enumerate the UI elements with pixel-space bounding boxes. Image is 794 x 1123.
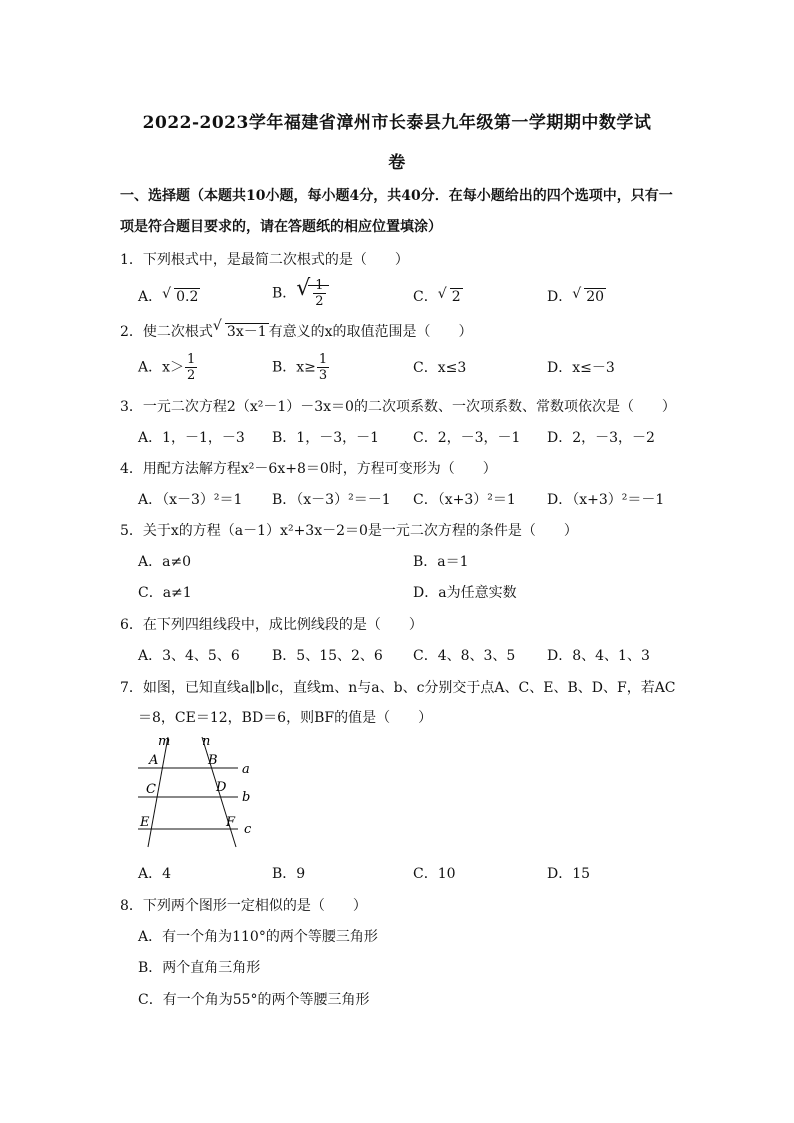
question-3-option-b: B．1，－3，－1 <box>272 430 380 446</box>
section-heading: 一、选择题（本题共10小题，每小题4分，共40分．在每小题给出的四个选项中，只有一项是符合题目要求的，请在答题纸的相应位置填涂） <box>120 188 673 235</box>
label-line-c: c <box>244 822 252 837</box>
label-point-c: C <box>146 782 156 797</box>
question-1-option-c <box>413 286 463 306</box>
option-label: C． <box>413 289 438 305</box>
fraction-numerator: 1 <box>315 278 324 293</box>
fraction-denominator: 3 <box>318 368 328 383</box>
question-4-option-d: D．（x+3）²＝－1 <box>547 492 665 508</box>
fraction-denominator: 2 <box>315 294 324 309</box>
option-label: B．x≥ <box>272 359 316 376</box>
label-point-e: E <box>140 815 150 830</box>
exam-title-line2: 卷 <box>388 153 406 173</box>
question-3-option-a: A．1，－1，－3 <box>138 430 245 446</box>
question-2-option-c: C．x≤3 <box>413 360 467 376</box>
label-point-a: A <box>149 753 159 768</box>
question-6-option-a: A．3、4、5、6 <box>138 648 240 664</box>
question-5-option-b: B．a＝1 <box>413 554 469 570</box>
question-7-option-b: B．9 <box>272 866 306 882</box>
question-5-option-a: A．a≠0 <box>138 554 192 570</box>
question-4-option-c: C．（x+3）²＝1 <box>413 492 516 508</box>
question-7-option-a: A．4 <box>138 866 172 882</box>
radicand: 2 <box>451 289 461 305</box>
question-5-option-c: C．a≠1 <box>138 585 192 601</box>
question-7-option-d: D．15 <box>547 866 591 882</box>
question-3-option-d: D．2，－3，－2 <box>547 430 655 446</box>
question-8-option-c: C．有一个角为55°的两个等腰三角形 <box>138 992 370 1008</box>
question-8-option-b: B．两个直角三角形 <box>138 960 261 976</box>
question-7-stem-line2: ＝8，CE＝12，BD＝6，则BF的值是（ ） <box>138 710 433 726</box>
sqrt-expression: √ 2 <box>437 286 461 305</box>
question-6-stem: 6．在下列四组线段中，成比例线段的是（ ） <box>120 617 423 633</box>
label-line-a: a <box>242 762 250 777</box>
question-3-stem: 3．一元二次方程2（x²－1）－3x＝0的二次项系数、一次项系数、常数项依次是（ ） <box>120 399 676 415</box>
question-2-stem <box>120 318 473 341</box>
fraction-numerator: 1 <box>187 352 196 367</box>
label-point-f: F <box>226 815 236 830</box>
question-1-option-b <box>272 278 329 309</box>
parallel-lines-figure <box>134 733 264 851</box>
option-label: D． <box>547 289 573 305</box>
question-1-option-a <box>138 286 200 306</box>
label-point-d: D <box>216 780 227 795</box>
option-label: A．x＞ <box>138 359 185 376</box>
question-4-option-b: B．（x－3）²＝－1 <box>272 492 391 508</box>
question-2-option-a <box>138 352 198 383</box>
radicand: 3x－1 <box>226 324 267 340</box>
sqrt-expression: √ $\frac{1}{2}$ <box>296 278 328 309</box>
question-1-stem: 1．下列根式中，是最简二次根式的是（ ） <box>120 252 409 268</box>
question-6-option-d: D．8、4、1、3 <box>547 648 650 664</box>
sqrt-expression: √ 0.2 <box>162 286 199 305</box>
option-label: A． <box>138 289 163 305</box>
sqrt-expression: √ 3x－1 <box>212 318 267 340</box>
fraction-numerator: 1 <box>318 352 328 367</box>
question-7-option-c: C．10 <box>413 866 456 882</box>
sqrt-expression: √ 20 <box>572 286 605 305</box>
question-5-option-d: D．a为任意实数 <box>413 585 517 601</box>
fraction-denominator: 2 <box>187 368 196 383</box>
label-n: n <box>202 734 211 749</box>
question-7-stem-line1: 7．如图，已知直线a∥b∥c，直线m、n与a、b、c分别交于点A、C、E、B、D、F，若AC <box>120 680 676 696</box>
radicand: 0.2 <box>176 289 199 305</box>
question-6-option-b: B．5、15、2、6 <box>272 648 383 664</box>
question-1-option-d <box>547 286 606 306</box>
label-m: m <box>158 734 171 749</box>
question-2-option-d: D．x≤－3 <box>547 360 615 376</box>
stem-prefix: 2．使二次根式 <box>120 324 213 340</box>
label-line-b: b <box>242 790 251 805</box>
question-2-option-b <box>272 352 330 383</box>
question-4-option-a: A．（x－3）²＝1 <box>138 492 243 508</box>
question-6-option-c: C．4、8、3、5 <box>413 648 516 664</box>
question-3-option-c: C．2，－3，－1 <box>413 430 521 446</box>
question-4-stem: 4．用配方法解方程x²－6x+8＝0时，方程可变形为（ ） <box>120 461 497 477</box>
label-point-b: B <box>208 753 218 768</box>
question-8-option-a: A．有一个角为110°的两个等腰三角形 <box>138 929 378 945</box>
question-8-stem: 8．下列两个图形一定相似的是（ ） <box>120 898 367 914</box>
exam-title-line1: 2022-2023学年福建省漳州市长泰县九年级第一学期期中数学试 <box>142 113 652 133</box>
option-label: B． <box>272 285 297 302</box>
radicand: 20 <box>586 289 605 305</box>
question-5-stem: 5．关于x的方程（a－1）x²+3x－2＝0是一元二次方程的条件是（ ） <box>120 523 578 539</box>
stem-suffix: 有意义的x的取值范围是（ ） <box>268 324 473 340</box>
